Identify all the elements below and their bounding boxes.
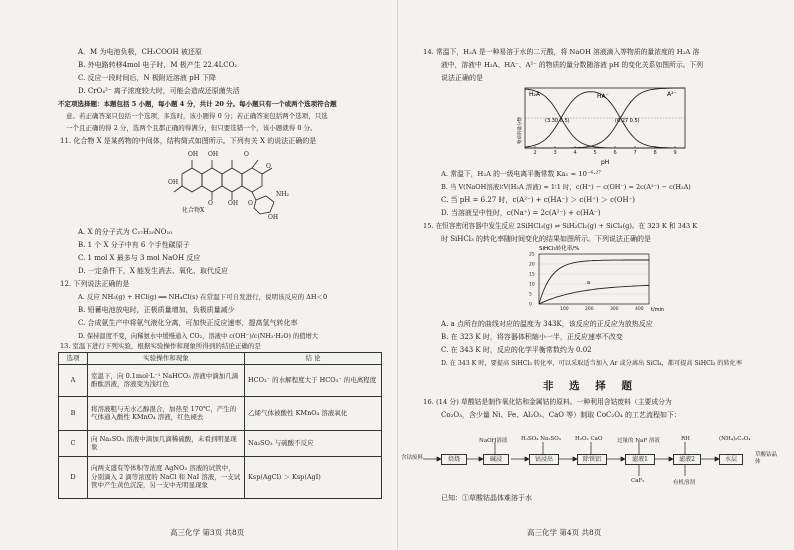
q15-option-a: A. a 点所在的曲线对应的温度为 343K，该反应的正反应为放热反应 (441, 320, 653, 328)
struct-label-nh2: NH₂ (276, 191, 289, 198)
chart2-title: SiHCl₃转化率/% (539, 246, 580, 252)
q14-option-a: A. 常温下，H₂A 的一级电离平衡常数 Ka₁ = 10⁻⁶·²⁷ (441, 170, 601, 178)
chart2-point-a: a (587, 280, 591, 286)
table-cell-conclusion: Na₂SO₃ 与硫酸不反应 (245, 430, 382, 456)
q16-line-1: 16. (14 分) 草酸钴是制作氧化钴和金属钴的原料。一种利用含钴废料（主要成分为 (423, 398, 672, 406)
table-header-option: 选项 (59, 353, 88, 365)
chart2-xtick-label: 100 (560, 307, 569, 312)
q10-option-d: D. CrO₄²⁻ 离子浓度较大时，可能会造成还原菌失活 (78, 87, 240, 95)
struct-label-o-4: O (248, 200, 253, 207)
table-cell-option: C (59, 430, 88, 456)
table-row (59, 430, 382, 456)
q14-stem-line-1: 14. 常温下，H₂A 是一种易溶于水的二元酸，将 NaOH 溶液滴入等物质的量浓度的 H₂A 溶 (423, 48, 700, 56)
chart1-xtick-label: 2 (533, 150, 537, 156)
q11-option-d: D. 一定条件下，X 能发生消去、氧化、取代反应 (78, 267, 229, 275)
struct-label-oh-3: OH (168, 179, 179, 186)
chart2-xtick-label: 300 (610, 307, 619, 312)
q15-stem-line-2: 时 SiHCl₃ 的转化率随时间变化的结果如图所示。下列说法正确的是 (441, 235, 651, 243)
chart2-xtick-label: 400 (635, 307, 644, 312)
table-cell-conclusion: Ksp(AgCl) ＞ Ksp(AgI) (245, 456, 382, 498)
chart1-species-ha: HA⁻ (597, 93, 609, 100)
chart1-xtick-label: 8 (653, 150, 657, 156)
chart2-ytick-label: 15 (529, 272, 535, 278)
q10-option-c: C. 反应一段时间后，N 极附近溶液 pH 下降 (78, 74, 216, 82)
chart2-ytick-label: 0 (529, 302, 532, 308)
q10-option-b: B. 外电路转移4mol 电子时，M 极产生 22.4LCO₂ (78, 61, 238, 69)
q12-option-a: A. 反应 NH₃(g) + HCl(g) ══ NH₄Cl(s) 在常温下可自发进行，说明该反应的 ΔH＜0 (78, 293, 328, 301)
q11-option-c: C. 1 mol X 最多与 3 mol NaOH 反应 (78, 254, 201, 262)
flow-step-alkali: 碱浸 (483, 454, 509, 465)
q11-option-a: A. X 的分子式为 C₂₇H₂₉NO₁₀ (78, 228, 173, 236)
chart2-ytick-label: 25 (529, 252, 535, 258)
flow-reagent-oxalate: (NH₄)₂C₂O₄ (719, 436, 751, 442)
table-cell-option: D (59, 456, 88, 498)
chart1-xtick-label: 7 (633, 150, 637, 156)
q12-option-d: D. 保持温度不变，向稀氨水中缓慢通入 CO₂，溶液中 c(OH⁻)/c(NH₃·H₂O) 的值增大 (78, 333, 319, 340)
table-row (59, 456, 382, 498)
chart1-xlabel: pH (601, 159, 610, 166)
q11-stem: 11. 化合物 X 是某药物的中间体，结构简式如图所示。下列有关 X 的说法正确的是 (60, 137, 317, 145)
chart1-xtick-label: 3 (553, 150, 557, 156)
q15-conversion-chart (525, 244, 675, 316)
chart1-species-a2: A²⁻ (667, 91, 677, 98)
flow-reagent-rh: RH (681, 436, 690, 442)
table-header-operation: 实验操作和现象 (88, 353, 245, 365)
struct-label-o-3: O (208, 200, 213, 207)
table-cell-option: B (59, 396, 88, 430)
chart2-xlabel: t/min (651, 307, 665, 313)
left-footer: 高三化学 第3页 共8页 (170, 528, 245, 537)
flow-product: 草酸钴晶体 (755, 452, 778, 465)
flow-sub-solvent: 有机溶剂 (673, 480, 696, 486)
curve-323k (539, 285, 649, 304)
table-cell-conclusion: HCO₃⁻ 的水解程度大于 HCO₃⁻ 的电离程度 (245, 364, 382, 396)
struct-label-o-1: O (244, 151, 249, 158)
q15-stem-line-1: 15. 在恒容密闭容器中发生反应 2SiHCl₃(g) ⇌ SiH₂Cl₂(g) + SiCl₄(g)。在 323 K 和 343 K (423, 222, 698, 230)
chart1-species-h2a: H₂A (529, 91, 541, 98)
q12-option-b: B. 铅蓄电池放电时，正极质量增加，负极质量减少 (78, 306, 235, 314)
known-note: 已知：①草酸钴晶体难溶于水 (441, 494, 532, 502)
struct-label-oh-5: OH (268, 214, 279, 221)
q13-table (58, 352, 382, 499)
chart1-xtick-label: 6 (613, 150, 617, 156)
chart2-ytick-label: 20 (529, 262, 535, 268)
flow-step-filtrate-1: 滤液1 (625, 454, 655, 465)
q14-option-b: B. 当 V(NaOH溶液)∶V(H₂A 溶液) = 1∶1 时，c(H⁺) − c(OH⁻) = 2c(A²⁻) − c(H₂A) (441, 183, 691, 191)
chart2-frame (539, 254, 649, 304)
struct-label-oh-1: OH (188, 151, 199, 158)
chart1-annot-2: (6.27 0.5) (615, 118, 640, 124)
q15-option-d: D. 在 343 K 时，要提高 SiHCl₃ 转化率，可以采取适当加入 Ar 或分离出 SiCl₄，都可提高 SiHCl₃ 的转化率 (441, 360, 743, 367)
table-cell-operation: 向两支盛有等体积等浓度 AgNO₃ 溶液的试管中，分别滴入 2 滴等浓度的 NaCl 和 NaI 溶液，一支试管中产生黄色沉淀，另一支中无明显现象 (88, 456, 245, 498)
struct-label-oh-4: OH (228, 200, 239, 207)
flow-step-remove-fe-al: 除铁铝 (577, 454, 607, 465)
struct-label-oh-2: OH (208, 151, 219, 158)
q14-distribution-chart (515, 84, 695, 166)
section-line-1: 意。若正确答案只包括一个选项，多选时，该小题得 0 分；若正确答案包括两个选项，只选 (66, 112, 328, 120)
q11-option-b: B. 1 个 X 分子中有 6 个手性碳原子 (78, 241, 190, 249)
table-cell-operation: 室温下，向 0.1mol·L⁻¹ NaHCO₃ 溶液中滴加几滴酚酞溶液，溶液变为浅红色 (88, 364, 245, 396)
flow-reagent-naoh: NaOH溶液 (479, 438, 508, 444)
q10-option-a: A．M 为电池负极，CH₃COOH 被还原 (78, 48, 202, 56)
table-row (59, 364, 382, 396)
table-header-row (59, 353, 382, 365)
compound-x-structure (160, 148, 290, 220)
chart2-ytick-label: 10 (529, 282, 535, 288)
compound-caption: 化合物X (182, 207, 205, 214)
flow-step-aqueous: 水层 (719, 454, 743, 465)
q14-stem-line-3: 说法正确的是 (441, 74, 483, 82)
flow-sub-caf2: CaF₂ (631, 478, 645, 484)
chart1-xtick-label: 5 (593, 150, 597, 156)
q15-option-b: B. 在 323 K 时，将容器体积缩小一半，正反应速率不改变 (441, 333, 623, 341)
right-footer: 高三化学 第4页 共8页 (527, 528, 602, 537)
flow-step-roast: 焙烧 (441, 454, 467, 465)
table-cell-operation: 将溶液粗与无水乙醇混合，加热至 170℃，产生的气体通入酸性 KMnO₄ 溶液，红色褪去 (88, 396, 245, 430)
flow-step-filtrate-2: 滤液2 (673, 454, 701, 465)
table-cell-option: A (59, 364, 88, 396)
section-line-2: 一个且正确的得 2 分，选两个且都正确的得满分，但只要选错一个，该小题就得 0 分。 (66, 124, 317, 132)
q16-line-2: Co₂O₃，含少量 Ni、Fe、Al₂O₃、CaO 等）制取 CoC₂O₄ 的工艺流程如下： (441, 411, 681, 419)
table-header-conclusion: 结 论 (245, 353, 382, 365)
q12-stem: 12. 下列说法正确的是 (60, 280, 130, 288)
q14-stem-line-2: 液中，溶液中 H₂A、HA⁻、A²⁻ 的物质的量分数随溶液 pH 的变化关系如图所示。下列 (441, 61, 704, 69)
chart1-annot-1: (3.30 0.5) (545, 118, 570, 124)
flow-step-leach: 钴浸出 (529, 454, 559, 465)
chart2-ytick-label: 5 (529, 292, 532, 298)
chart2-xtick-label: 200 (585, 307, 594, 312)
chart1-ylabel: 物质的量分数 (518, 117, 523, 144)
flow-reagent-naf: 过量的 NaF 溶液 (617, 438, 660, 444)
flow-reagent-h2o2-cao: H₂O₂ CaO (575, 436, 603, 442)
section-header: 不定项选择题：本题包括 5 小题，每小题 4 分，共计 20 分。每小题只有一个或两个选项符合题 (58, 100, 337, 108)
q15-option-c: C. 在 343 K 时，反应的化学平衡常数约为 0.02 (441, 346, 592, 354)
q14-option-d: D. 当溶液呈中性时，c(Na⁺) = 2c(A²⁻) + c(HA⁻) (441, 209, 601, 217)
q14-option-c: C. 当 pH = 6.27 时，c(A²⁻) + c(HA⁻) ＞ c(H⁺) ＞ c(OH⁻) (441, 196, 635, 204)
table-row (59, 396, 382, 430)
flow-start: 含钴废料 (401, 455, 424, 461)
chart1-xtick-label: 9 (673, 150, 677, 156)
right-page (397, 0, 794, 550)
struct-label-o-2: O (266, 163, 271, 170)
table-cell-operation: 向 Na₂SO₃ 溶液中滴加几滴稀硫酸，未看到明显现象 (88, 430, 245, 456)
table-cell-conclusion: 乙烯气体被酸性 KMnO₄ 溶液氧化 (245, 396, 382, 430)
q13-stem: 13. 室温下进行下列实验，根据实验操作和现象所得到的结论正确的是 (60, 342, 261, 350)
q12-option-c: C. 合成氨生产中将氨气液化分离，可加快正反应速率，提高氢气转化率 (78, 319, 298, 327)
chart1-xtick-label: 4 (573, 150, 577, 156)
flow-reagent-acid: H₂SO₄ Na₂SO₃ (521, 436, 562, 442)
section2-title: 非 选 择 题 (543, 380, 638, 392)
